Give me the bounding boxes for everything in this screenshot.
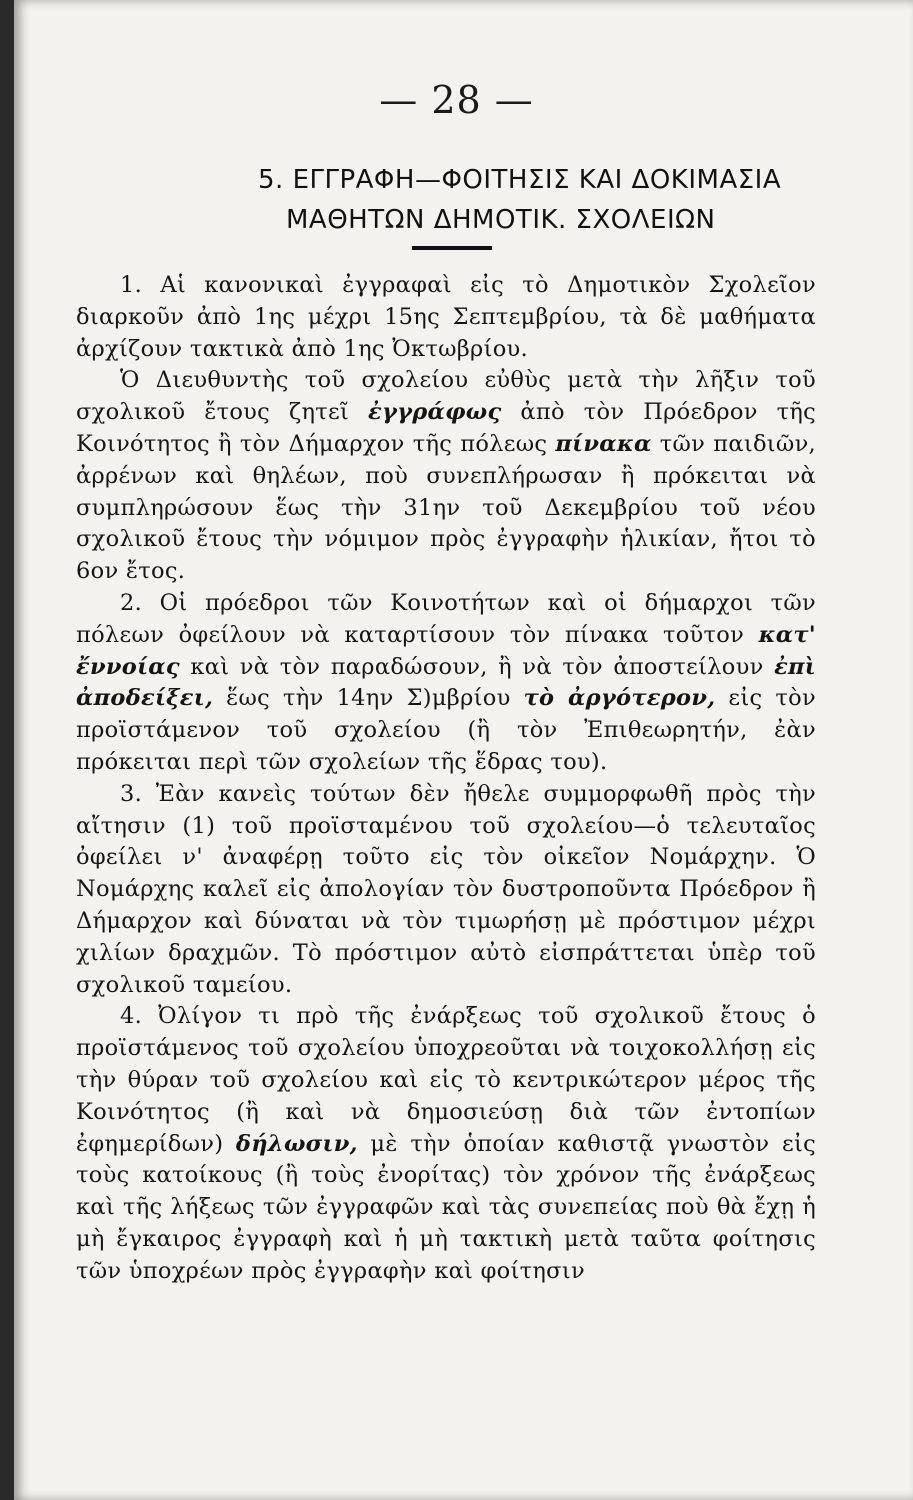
paragraph-text: Ὁ Διευθυντὴς τοῦ σχολείου εὐθὺς μετὰ τὴν λῆξιν τοῦ σχολικοῦ ἔτους ζητεῖ [76, 367, 816, 426]
paragraph-text: 4. Ὀλίγον τι πρὸ τῆς ἐνάρξεως τοῦ σχολικοῦ ἔτους ὁ προϊστάμενος τοῦ σχολείου ὑποχρεοῦται νὰ τοιχοκολλήσῃ εἰς τὴν θύραν τοῦ σχολείου καὶ εἰς τὸ κεντρικώτερον μέρος τῆς Κοινότητος (ἢ καὶ νὰ δημοσιεύσῃ διὰ τῶν ἐντοπίων ἐφημερίδων) [76, 1003, 816, 1157]
emphasized-text: κατ' ἔννοίας [76, 621, 816, 680]
paragraph [76, 1001, 816, 1287]
paragraph-text: 2. Οἱ πρόεδροι τῶν Κοινοτήτων καὶ οἱ δήμαρχοι τῶν πόλεων ὀφείλουν νὰ καταρτίσουν τὸν πίνακα τοῦτον [76, 589, 816, 648]
paragraph-text: μὲ τὴν ὁποίαν καθιστᾷ γνωστὸν εἰς τοὺς κατοίκους (ἢ τοὺς ἐνορίτας) τὸν χρόνον τῆς ἐνάρξεως καὶ τῆς λήξεως τῶν ἐγγραφῶν καὶ τὰς συνεπείας ποὺ θὰ ἔχῃ ἡ μὴ ἔγκαιρος ἐγγραφὴ καὶ ἡ μὴ τακτικὴ μετὰ ταῦτα φοίτησις τῶν ὑποχρέων πρὸς ἐγγραφὴν καὶ φοίτησιν [76, 1130, 816, 1284]
heading-divider [412, 246, 492, 250]
emphasized-text: πίνακα [555, 430, 652, 457]
emphasized-text: δήλωσιν, [235, 1130, 358, 1157]
paragraph-text: 1. Αἱ κανονικαὶ ἐγγραφαὶ εἰς τὸ Δημοτικὸν Σχολεῖον διαρκοῦν ἀπὸ 1ης μέχρι 15ης Σεπτεμβρίου, τὰ δὲ μαθήματα ἀρχίζουν τακτικὰ ἀπὸ 1ης Ὀκτωβρίου. [76, 272, 816, 362]
page-number: — 28 — [379, 78, 534, 122]
paragraph-text: 3. Ἐὰν κανεὶς τούτων δὲν ἤθελε συμμορφωθῆ πρὸς τὴν αἴτησιν (1) τοῦ προϊσταμένου τοῦ σχολείου—ὁ τελευταῖος ὀφείλει ν' ἀναφέρῃ τοῦτο εἰς τὸν οἰκεῖον Νομάρχην. Ὁ Νομάρχης καλεῖ εἰς ἀπολογίαν τὸν δυστροποῦντα Πρόεδρον ἢ Δήμαρχον καὶ δύναται νὰ τὸν τιμωρήσῃ μὲ πρόστιμον μέχρι χιλίων δραχμῶν. Τὸ πρόστιμον αὐτὸ εἰσπράττεται ὑπὲρ τοῦ σχολικοῦ ταμείου. [76, 780, 816, 998]
section-heading-line-2: ΜΑΘΗΤΩΝ ΔΗΜΟΤΙΚ. ΣΧΟΛΕΙΩΝ [286, 205, 716, 235]
emphasized-text: ἐπὶ ἀποδείξει, [76, 653, 816, 712]
emphasized-text: τὸ ἀργότερον, [523, 685, 716, 712]
paragraph-text: ἀπὸ τὸν Πρόεδρον τῆς Κοινότητος ἢ τὸν Δήμαρχον τῆς πόλεως [76, 399, 816, 457]
section-heading [258, 160, 798, 240]
paragraph [76, 588, 816, 779]
paragraph [76, 365, 816, 588]
body-text [76, 270, 816, 1288]
paragraph [76, 779, 816, 1002]
paragraph-text: εἰς τὸν προϊστάμενον τοῦ σχολείου (ἢ τὸν Ἐπιθεωρητήν, ἐὰν πρόκειται περὶ τῶν σχολείων τῆς ἕδρας του). [76, 685, 816, 775]
paragraph-text: ἕως τὴν 14ην Σ)μβρίου [213, 685, 524, 712]
paragraph-text: τῶν παιδιῶν, ἀρρένων καὶ θηλέων, ποὺ συνεπλήρωσαν ἢ πρόκειται νὰ συμπληρώσουν ἕως τὴν 31ην τοῦ Δεκεμβρίου τοῦ νέου σχολικοῦ ἔτους τὴν νόμιμον πρὸς ἐγγραφὴν ἡλικίαν, ἤτοι τὸ 6ον ἔτος. [76, 430, 816, 585]
emphasized-text: ἐγγράφως [367, 399, 502, 426]
section-heading-line-1: 5. ΕΓΓΡΑΦΗ—ΦΟΙΤΗΣΙΣ ΚΑΙ ΔΟΚΙΜΑΣΙΑ [258, 165, 782, 195]
paragraph [76, 270, 816, 365]
paragraph-text: καὶ νὰ τὸν παραδώσουν, ἢ νὰ τὸν ἀποστείλουν [179, 653, 775, 680]
